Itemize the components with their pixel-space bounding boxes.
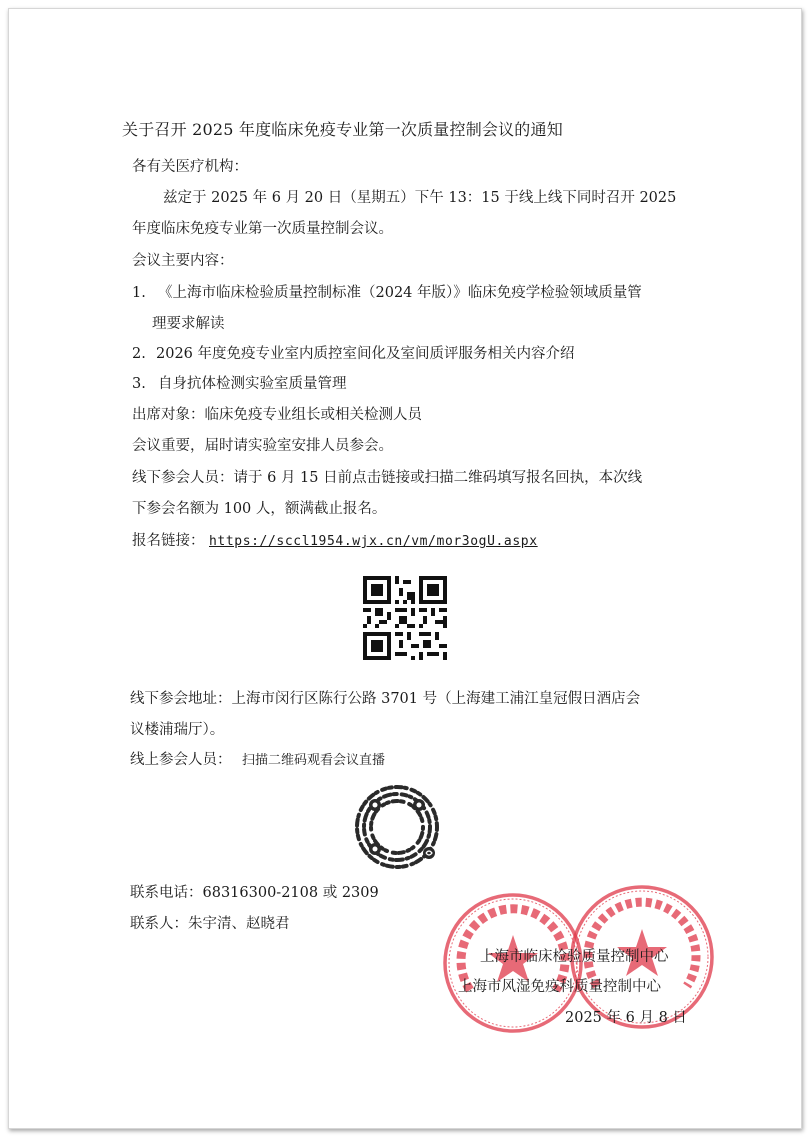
contact-person: 联系人：朱宇清、赵晓君 [130,916,290,932]
agenda-item-3-number: 3. [132,376,146,392]
attendees: 出席对象：临床免疫专业组长或相关检测人员 [132,407,422,423]
contact-phone: 联系电话：68316300-2108 或 2309 [130,885,379,901]
agenda-item-1-text: 《上海市临床检验质量控制标准（2024 年版）》临床免疫学检验领域质量管 [158,285,642,301]
issue-date: 2025 年 6 月 8 日 [565,1010,687,1026]
registration-link[interactable]: https://sccl1954.wjx.cn/vm/mor3ogU.aspx [209,534,538,549]
agenda-heading: 会议主要内容： [132,253,234,269]
issuer-2: 上海市风湿免疫科质量控制中心 [458,979,661,995]
livestream-miniprogram-code [351,781,443,873]
issuer-1: 上海市临床检验质量控制中心 [480,949,669,965]
registration-label: 报名链接： [132,533,205,549]
offline-registration-line-2: 下参会名额为 100 人，额满截止报名。 [132,501,387,517]
document-title: 关于召开 2025 年度临床免疫专业第一次质量控制会议的通知 [122,120,563,139]
importance-note: 会议重要，届时请实验室安排人员参会。 [132,438,393,454]
venue-address-line-1: 线下参会地址：上海市闵行区陈行公路 3701 号（上海建工浦江皇冠假日酒店会 [130,691,641,707]
intro-line-2: 年度临床免疫专业第一次质量控制会议。 [132,221,393,237]
agenda-item-1-number: 1. [132,285,146,301]
agenda-item-2-number: 2. [132,346,146,362]
registration-qr-code [363,576,447,660]
offline-registration-line-1: 线下参会人员：请于 6 月 15 日前点击链接或扫描二维码填写报名回执，本次线 [132,470,643,486]
agenda-item-1-continuation: 理要求解读 [152,316,225,332]
agenda-item-3-text: 自身抗体检测实验室质量管理 [158,376,347,392]
salutation: 各有关医疗机构： [132,159,248,175]
agenda-item-2-text: 2026 年度免疫专业室内质控室间化及室间质评服务相关内容介绍 [156,346,575,362]
venue-address-line-2: 议楼浦瑞厅）。 [130,722,225,738]
intro-line-1: 兹定于 2025 年 6 月 20 日（星期五）下午 13：15 于线上线下同时召开 2025 [163,190,677,206]
online-attendees-text: 扫描二维码观看会议直播 [242,753,386,768]
online-attendees-label: 线上参会人员： [130,752,232,768]
